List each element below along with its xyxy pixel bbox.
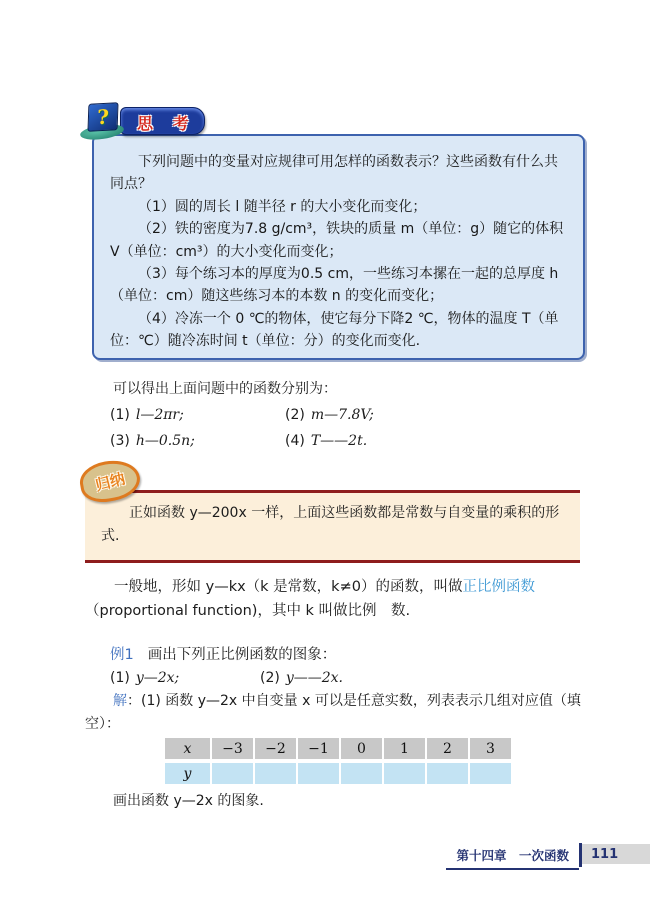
think-badge-label: 思 考 bbox=[120, 107, 205, 135]
icon-screen-shape bbox=[87, 102, 118, 132]
table-blank-cell bbox=[255, 763, 296, 784]
think-paragraph: （1）圆的周长 l 随半径 r 的大小变化而变化； bbox=[138, 198, 427, 215]
results-intro: 可以得出上面问题中的函数分别为： bbox=[113, 381, 337, 397]
item-number: (2) bbox=[260, 670, 280, 686]
definition-text-end: （proportional function)，其中 k 叫做比例 数. bbox=[85, 603, 411, 619]
table-header-cell: −2 bbox=[255, 738, 296, 759]
table-header-cell: 2 bbox=[427, 738, 468, 759]
result-item bbox=[110, 402, 285, 428]
result-item bbox=[285, 428, 585, 454]
solution-text: ：(1) 函数 y—2x 中自变量 x 可以是任意实数，列表表示几组对应值（填空）： bbox=[85, 693, 581, 732]
induction-text: 正如函数 y—200x 一样，上面这些函数都是常数与自变量的乘积的形式. bbox=[101, 505, 560, 544]
solution-paragraph bbox=[85, 690, 587, 736]
results-grid bbox=[85, 402, 585, 454]
table-blank-cell bbox=[470, 763, 511, 784]
result-item bbox=[110, 428, 285, 454]
definition-paragraph bbox=[85, 575, 587, 623]
equation-item bbox=[110, 670, 260, 686]
item-formula: y——2x. bbox=[285, 670, 344, 686]
solution-label: 解 bbox=[113, 693, 127, 709]
table-blank-cell bbox=[212, 763, 253, 784]
table-blank-cell bbox=[298, 763, 339, 784]
term-proportional-function: 正比例函数 bbox=[462, 579, 535, 595]
table-header-cell: x bbox=[165, 738, 210, 759]
table-header-cell: −1 bbox=[298, 738, 339, 759]
result-item bbox=[285, 402, 585, 428]
book-icon bbox=[77, 456, 143, 506]
definition-text-start: 一般地，形如 y—kx（k 是常数，k≠0）的函数，叫做 bbox=[114, 579, 463, 595]
item-formula: l—2πr; bbox=[135, 407, 184, 423]
page-footer bbox=[446, 843, 650, 870]
item-formula: y—2x; bbox=[135, 670, 180, 686]
item-number: (2) bbox=[285, 407, 305, 423]
table-header-cell: 1 bbox=[384, 738, 425, 759]
item-number: (4) bbox=[285, 433, 305, 449]
think-badge bbox=[82, 103, 205, 140]
think-box bbox=[92, 134, 585, 360]
table-header-cell: 0 bbox=[341, 738, 382, 759]
item-formula: h—0.5n; bbox=[135, 433, 195, 449]
page-number: 111 bbox=[582, 844, 650, 864]
item-formula: m—7.8V; bbox=[310, 407, 374, 423]
item-number: (1) bbox=[110, 407, 130, 423]
item-number: (3) bbox=[110, 433, 130, 449]
question-mark-icon bbox=[82, 103, 124, 140]
table-blank-cell bbox=[427, 763, 468, 784]
table-blank-cell bbox=[384, 763, 425, 784]
example-title bbox=[110, 643, 336, 664]
induction-badge-label: 归纳 bbox=[93, 469, 127, 494]
item-formula: T——2t. bbox=[310, 433, 368, 449]
think-paragraph: （3）每个练习本的厚度为0.5 cm，一些练习本摞在一起的总厚度 h（单位：cm）随这些练习本的本数 n 的变化而变化； bbox=[110, 266, 559, 305]
induction-badge bbox=[80, 461, 140, 501]
example-label: 例1 bbox=[110, 647, 134, 663]
value-table bbox=[165, 738, 511, 784]
question-glyph: ? bbox=[96, 104, 110, 130]
think-paragraph: （2）铁的密度为7.8 g/cm³，铁块的质量 m（单位：g）随它的体积 V（单位：cm³）的大小变化而变化； bbox=[110, 221, 564, 260]
equation-item bbox=[260, 670, 510, 686]
table-blank-cell bbox=[341, 763, 382, 784]
think-paragraph: 下列问题中的变量对应规律可用怎样的函数表示？这些函数有什么共同点？ bbox=[110, 154, 558, 193]
table-header-cell: −3 bbox=[212, 738, 253, 759]
table-body-cell: y bbox=[165, 763, 210, 784]
example-equations bbox=[110, 670, 510, 686]
think-paragraph: （4）冷冻一个 0 ℃的物体，使它每分下降2 ℃，物体的温度 T（单位：℃）随冷冻时间 t（单位：分）的变化而变化. bbox=[110, 310, 559, 350]
induction-box bbox=[85, 490, 580, 563]
results-section bbox=[85, 376, 585, 454]
closing-line: 画出函数 y—2x 的图象. bbox=[113, 793, 264, 809]
item-number: (1) bbox=[110, 670, 130, 686]
table-header-cell: 3 bbox=[470, 738, 511, 759]
chapter-title: 第十四章 一次函数 bbox=[446, 843, 579, 870]
example-title-text: 画出下列正比例函数的图象： bbox=[147, 647, 337, 663]
